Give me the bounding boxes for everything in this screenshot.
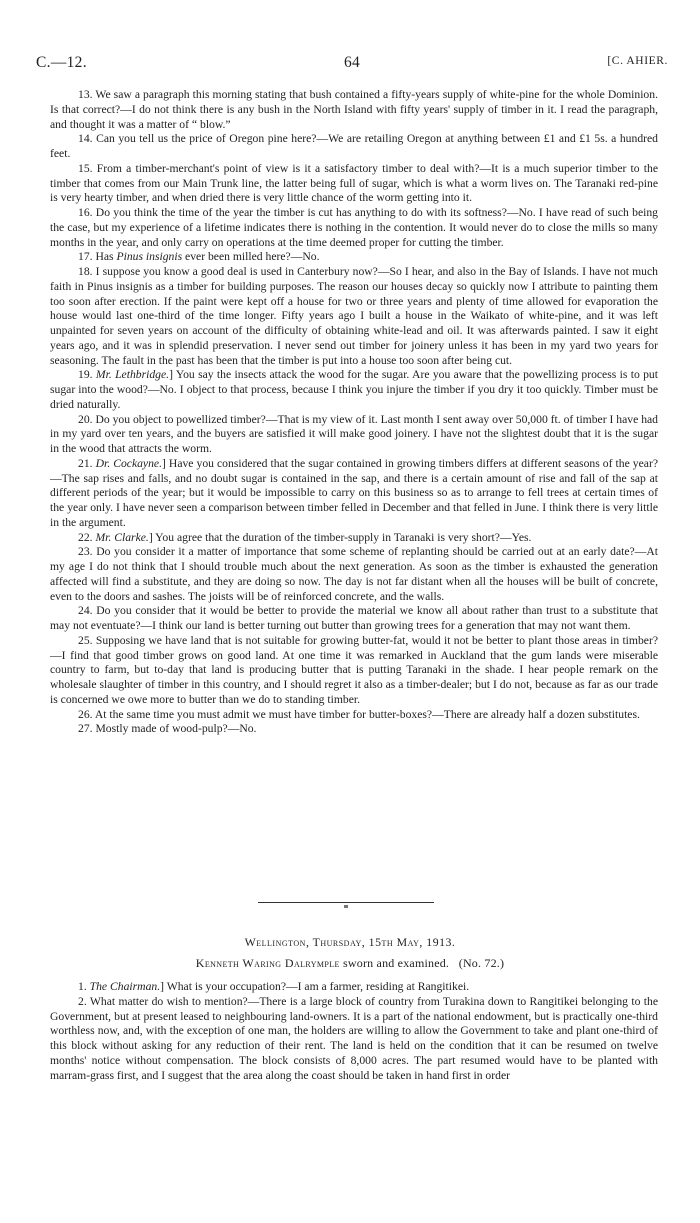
speaker-name: The Chairman. <box>89 980 161 993</box>
witness-heading: Kenneth Waring Dalrymple sworn and examined. (No. 72.) <box>195 956 505 970</box>
speaker-name: Mr. Lethbridge. <box>95 368 170 382</box>
question-17: 17. Has Pinus insignis ever been milled here?—No. <box>78 250 320 264</box>
witness-abbrev: [C. AHIER. <box>607 55 668 67</box>
question-15: 15. From a timber-merchant's point of view is it a satisfactory timber to deal with?—It is a much superior timber to the timber that comes from our Main Trunk line, the latter being full of sugar, which is what a worm lives on. The Taranaki red-pine is very hearty timber, and when dried there is very little chance of the worm getting into it. <box>50 161 658 205</box>
question-18: 18. I suppose you know a good deal is used in Canterbury now?—So I hear, and also in the Bay of Islands. I have not much faith in Pinus insignis as a timber for building purposes. The reason our houses decay so quickly now I attribute to painting them too soon after erection. If the paint were kept off a house for two or three years and plenty of time allowed for evaporation the house would last one-third of the time longer. Fifty years ago I built a house in the Waikato of white-pine, and it was left unpainted for seven years on account of the difficulty of obtaining white-lead and oil. It was afterwards painted. I saw it eight years ago, and it was in splendid preservation. I never send out timber for joinery unless it has been in my yard two years for seasoning. The fault in the past has been that the timber is put into a house too soon after being cut. <box>50 265 658 367</box>
witness-number: (No. 72.) <box>458 956 505 970</box>
species-name: Pinus insignis <box>116 250 183 264</box>
page-header <box>36 54 668 76</box>
speaker-name: Dr. Cockayne. <box>95 456 162 470</box>
page-number: 64 <box>343 54 361 71</box>
question-14: 14. Can you tell us the price of Oregon pine here?—We are retailing Oregon at anything between £1 and £1 5s. a hundred feet. <box>50 132 658 160</box>
evidence-body-dalrymple <box>50 980 658 1083</box>
question-1: 1. The Chairman.] What is your occupation?—I am a farmer, residing at Rangitikei. <box>78 980 470 993</box>
question-27: 27. Mostly made of wood-pulp?—No. <box>78 722 257 736</box>
evidence-body <box>50 88 658 737</box>
session-dateline: Wellington, Thursday, 15th May, 1913. <box>244 935 456 949</box>
question-23: 23. Do you consider it a matter of importance that some scheme of replanting should be carried out at an early date?—At my age I do not think that I should trouble much about the next generation. As soon as the timber is exhausted the generation affected will find a substitute, and they are doing so now. The day is not far distant when all the houses will be built of concrete, even to the doors and sashes. The joists will be of reinforced concrete, and the walls. <box>50 545 658 603</box>
question-16: 16. Do you think the time of the year the timber is cut has anything to do with its softness?—No. I have read of such being the case, but my experience of a lifetime indicates there is nothing in the contention. It would never do to close the mills so many months in the year, and only carry on operations at the time deemed proper for cutting the timber. <box>50 206 658 249</box>
question-20: 20. Do you object to powellized timber?—That is my view of it. Last month I sent away over 50,000 ft. of timber I have had in my yard over ten years, and the buyers are satisfied it will make good joinery. I have not the slightest doubt that it is the sugar in the wood that attracts the worm. <box>50 412 658 455</box>
question-25: 25. Supposing we have land that is not suitable for growing butter-fat, would it not be better to plant those areas in timber?—I find that good timber grows on good land. At one time it was remarked in Auckland that the gum lands were miserable country to farm, but to-day that land is producing butter that is putting Taranaki in the shade. I hear people remark on the wholesale slaughter of timber in this country, and I should regret it also as a timber-dealer; but I do not, because as far as our trade is concerned we owe more to butter than we do to standing timber. <box>50 633 658 706</box>
section-divider <box>258 902 434 903</box>
speaker-name: Mr. Clarke. <box>95 530 149 544</box>
divider-mark <box>344 905 348 908</box>
question-24: 24. Do you consider that it would be better to provide the material we know all about rather than trust to a substitute that may not eventuate?—I think our land is better turning out butter than growing trees for a generation that may not want them. <box>50 604 658 632</box>
question-22: 22. Mr. Clarke.] You agree that the duration of the timber-supply in Taranaki is very short?—Yes. <box>78 530 532 544</box>
question-19: 19. Mr. Lethbridge.] You say the insects attack the wood for the sugar. Are you aware that the powellizing process is to put sugar into the wood?—No. I object to that process, because I think you injure the timber if you dry it too quickly. Timber must be dried naturally. <box>50 368 658 411</box>
witness-name: Kenneth Waring Dalrymple <box>195 956 340 970</box>
question-2: 2. What matter do wish to mention?—There is a large block of country from Turakina down to Rangitikei belonging to the Government, but at present leased to neighbouring land-owners. It is a part of the national endowment, but is practically one-third worthless now, and, with the exception of one man, the holders are willing to allow the Government to take and plant one-third of this block without asking for any reduction of their rent. The land is held on the condition that it can be resumed on twelve months' notice without compensation. The block consists of 8,000 acres. The part resumed would have to be planted with marram-grass first, and I suggest that the area along the coast should be taken in hand first in order <box>50 994 658 1082</box>
question-21: 21. Dr. Cockayne.] Have you considered that the sugar contained in growing timbers differs at different seasons of the year?—The sap rises and falls, and no doubt sugar is contained in the sap, and there is a certain amount of rise and fall of the sap at different periods of the year; but it would be impossible to carry on this business so as to arrange to fell trees at certain times of the year only. I have never seen a comparison between timber felled in December and that felled in June. I think there is very little in the argument. <box>50 456 658 529</box>
report-code: C.—12. <box>36 54 87 71</box>
question-26: 26. At the same time you must admit we must have timber for butter-boxes?—There are already half a dozen substitutes. <box>78 707 640 721</box>
question-13: 13. We saw a paragraph this morning stating that bush contained a fifty-years supply of white-pine for the whole Dominion. Is that correct?—I do not think there is any bush in the North Island with fifty years' supply of timber in it. I read the paragraph, and thought it was a matter of “ blow.” <box>50 88 658 131</box>
